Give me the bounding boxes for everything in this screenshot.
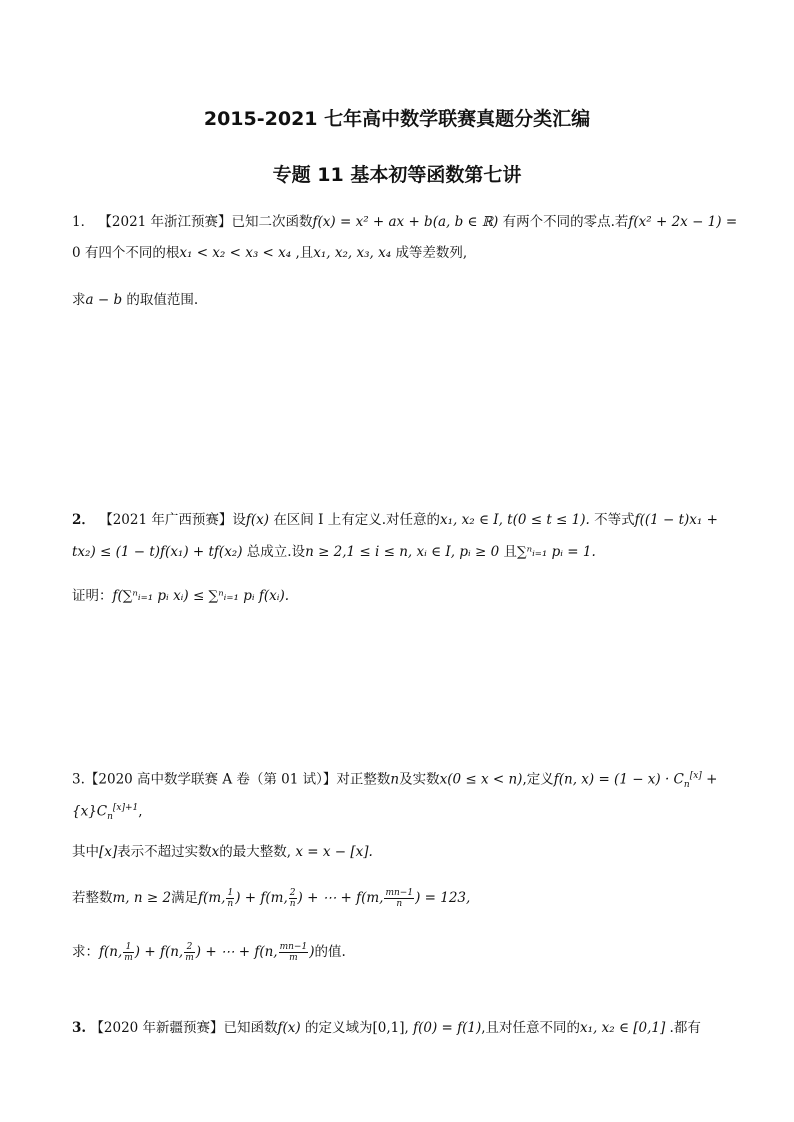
- math-expression: [0,1],: [372, 1020, 409, 1036]
- problem-text: 满足: [171, 890, 199, 906]
- problem-text: .都有: [669, 1020, 701, 1036]
- problem-text: 求：: [72, 944, 99, 960]
- problem-text: 不等式: [594, 512, 635, 528]
- math-expression: ) + f(n,: [134, 944, 184, 960]
- problem-text: ,且对任意不同的: [481, 1020, 581, 1036]
- document-title: 2015-2021 七年高中数学联赛真题分类汇编: [203, 108, 591, 130]
- math-expression: ) = 123,: [415, 890, 471, 906]
- fraction-numerator: 2: [184, 942, 195, 953]
- math-expression: n ≥ 2,1 ≤ i ≤ n, xᵢ ∈ I, pᵢ ≥ 0: [305, 544, 500, 560]
- math-superscript: [x]+1: [112, 803, 139, 813]
- problem-text: 且: [503, 544, 517, 560]
- math-expression: f((1 − t)x₁ +: [634, 512, 718, 528]
- fraction-numerator: mn−1: [279, 942, 308, 952]
- math-expression: f(n,: [99, 944, 123, 960]
- math-expression: x = x − [x].: [295, 844, 373, 860]
- problem-4-line-1: [72, 1018, 701, 1038]
- math-expression: x: [211, 844, 220, 860]
- fraction-denominator: m: [289, 953, 298, 963]
- math-expression: x(0 ≤ x < n): [439, 771, 523, 788]
- problem-text: 已知二次函数: [231, 214, 313, 230]
- fraction-numerator: 2: [289, 888, 296, 898]
- problem-text: 设: [232, 512, 246, 528]
- math-expression: ) + ⋯ + f(m,: [297, 890, 384, 906]
- problem-text: 有四个不同的根: [84, 245, 180, 261]
- problem-text: 对正整数: [336, 771, 391, 788]
- math-expression: +: [706, 771, 718, 788]
- math-expression: f(x) = x² + ax + b(a, b ∈ ℝ): [312, 214, 499, 230]
- problem-text: ,: [138, 803, 143, 820]
- problem-3-line-2: [72, 798, 143, 827]
- math-expression: f(0) = f(1): [413, 1020, 482, 1036]
- problem-number: 1．: [72, 214, 95, 230]
- math-superscript: [x]: [689, 771, 702, 781]
- math-expression: f(n, x) = (1 − x) · C: [553, 771, 684, 788]
- fraction-numerator: 1: [227, 888, 234, 898]
- fraction-numerator: 1: [123, 942, 134, 953]
- math-fraction: [384, 888, 414, 909]
- problem-source: 【2020 年新疆预赛】: [90, 1020, 224, 1036]
- problem-text: ,且: [295, 245, 314, 261]
- math-fraction: [226, 888, 234, 909]
- problem-text: 的定义域为: [305, 1020, 373, 1036]
- problem-2-line-3: [72, 586, 289, 606]
- problem-3-line-4: [72, 888, 470, 909]
- fraction-denominator: n: [289, 899, 296, 909]
- fraction-denominator: n: [396, 899, 403, 909]
- problem-text: 的最大整数,: [219, 844, 292, 860]
- problem-3-line-1: [72, 766, 717, 795]
- problem-text: 证明：: [72, 588, 113, 604]
- math-expression: f(x): [245, 512, 270, 528]
- problem-2-line-1: [72, 510, 718, 530]
- math-subscript: n: [683, 780, 690, 791]
- math-expression: x₁, x₂ ∈ [0,1]: [580, 1020, 666, 1036]
- problem-text: 求: [72, 292, 86, 308]
- problem-text: 总成立.设: [246, 544, 306, 560]
- problem-source: 【2021 年浙江预赛】: [98, 214, 232, 230]
- fraction-numerator: mn−1: [385, 888, 414, 898]
- problem-text: 的取值范围.: [126, 292, 199, 308]
- math-expression: tx₂) ≤ (1 − t)f(x₁) + tf(x₂): [72, 544, 243, 560]
- fraction-denominator: m: [124, 953, 133, 963]
- document-subtitle: 专题 11 基本初等函数第七讲: [272, 164, 522, 186]
- math-expression: n: [390, 771, 400, 788]
- math-expression: ) + f(m,: [235, 890, 288, 906]
- math-subscript: n: [107, 812, 113, 823]
- math-expression: a − b: [85, 292, 123, 308]
- math-expression: f(x): [277, 1020, 301, 1036]
- problem-text: 及实数: [399, 771, 440, 788]
- problem-1-line-1: [72, 212, 737, 232]
- problem-text: 表示不超过实数: [117, 844, 212, 860]
- problem-text: 的值.: [314, 944, 346, 960]
- math-fraction: [123, 942, 134, 963]
- problem-number: 3.: [72, 1020, 87, 1036]
- math-fraction: [184, 942, 195, 963]
- math-expression: 0: [72, 245, 81, 261]
- problem-1-line-3: [72, 290, 198, 310]
- math-expression: x₁, x₂, x₃, x₄: [313, 245, 392, 261]
- math-fraction: [279, 942, 309, 963]
- math-expression: f(m,: [198, 890, 226, 906]
- problem-text: 在区间 I 上有定义.对任意的: [273, 512, 441, 528]
- problem-source: 【2021 年广西预赛】: [99, 512, 233, 528]
- problem-3-line-3: [72, 842, 373, 862]
- problem-number: 2．: [72, 512, 95, 528]
- fraction-denominator: m: [185, 953, 194, 963]
- problem-1-line-2: [72, 243, 467, 263]
- problem-text: ,定义: [522, 771, 554, 788]
- problem-text: 已知函数: [223, 1020, 278, 1036]
- problem-2-line-2: [72, 542, 596, 562]
- math-expression: ): [309, 944, 315, 960]
- math-expression: f(x² + 2x − 1) =: [628, 214, 738, 230]
- problem-3-line-5: [72, 942, 346, 963]
- fraction-denominator: n: [227, 899, 234, 909]
- problem-number: 3.: [72, 771, 85, 788]
- problem-text: 其中: [72, 844, 99, 860]
- problem-source: 【2020 高中数学联赛 A 卷（第 01 试）】: [84, 771, 337, 788]
- problem-text: 有两个不同的零点.若: [502, 214, 629, 230]
- math-expression: [x]: [99, 844, 118, 860]
- math-expression: {x}C: [72, 803, 108, 820]
- math-expression: ∑ⁿᵢ₌₁ pᵢ = 1.: [516, 544, 596, 560]
- math-expression: x₁ < x₂ < x₃ < x₄: [179, 245, 292, 261]
- problem-text: 成等差数列,: [395, 245, 468, 261]
- math-expression: m, n ≥ 2: [112, 890, 172, 906]
- math-expression: x₁, x₂ ∈ I, t(0 ≤ t ≤ 1).: [440, 512, 590, 528]
- problem-text: 若整数: [72, 890, 113, 906]
- math-expression: f(∑ⁿᵢ₌₁ pᵢ xᵢ) ≤ ∑ⁿᵢ₌₁ pᵢ f(xᵢ).: [112, 588, 290, 604]
- math-fraction: [289, 888, 297, 909]
- math-expression: ) + ⋯ + f(n,: [195, 944, 278, 960]
